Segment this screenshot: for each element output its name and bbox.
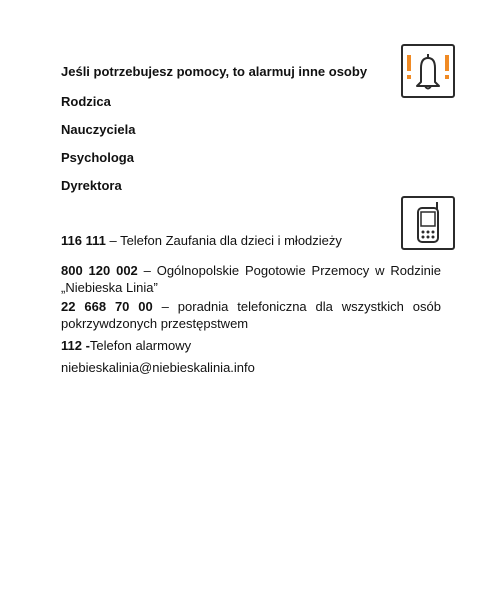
person-psychologist: Psychologa (61, 150, 134, 165)
contact-victim-helpline (61, 298, 441, 332)
contact-number: 22 668 70 00 (61, 299, 153, 314)
contact-emergency (61, 337, 441, 354)
person-teacher: Nauczyciela (61, 122, 136, 137)
contact-child-helpline (61, 232, 441, 249)
person-parent: Rodzica (61, 94, 111, 109)
contact-number: 116 111 (61, 233, 106, 248)
contact-description: – Telefon Zaufania dla dzieci i młodzieży (105, 233, 342, 248)
person-principal: Dyrektora (61, 178, 122, 193)
contact-description: – poradnia telefoniczna dla wszystkich osób pokrzywdzonych przestępstwem (61, 299, 441, 331)
contact-description: Telefon alarmowy (89, 338, 192, 353)
contact-number: 112 - (61, 338, 90, 353)
contact-email: niebieskalinia@niebieskalinia.info (61, 360, 255, 375)
contact-description: – Ogólnopolskie Pogotowie Przemocy w Rodzinie „Niebieska Linia” (61, 263, 441, 295)
alarm-bell-icon (401, 44, 455, 98)
contact-number: 800 120 002 (61, 263, 138, 278)
contact-blue-line (61, 262, 441, 296)
help-heading: Jeśli potrzebujesz pomocy, to alarmuj inne osoby (61, 64, 368, 79)
